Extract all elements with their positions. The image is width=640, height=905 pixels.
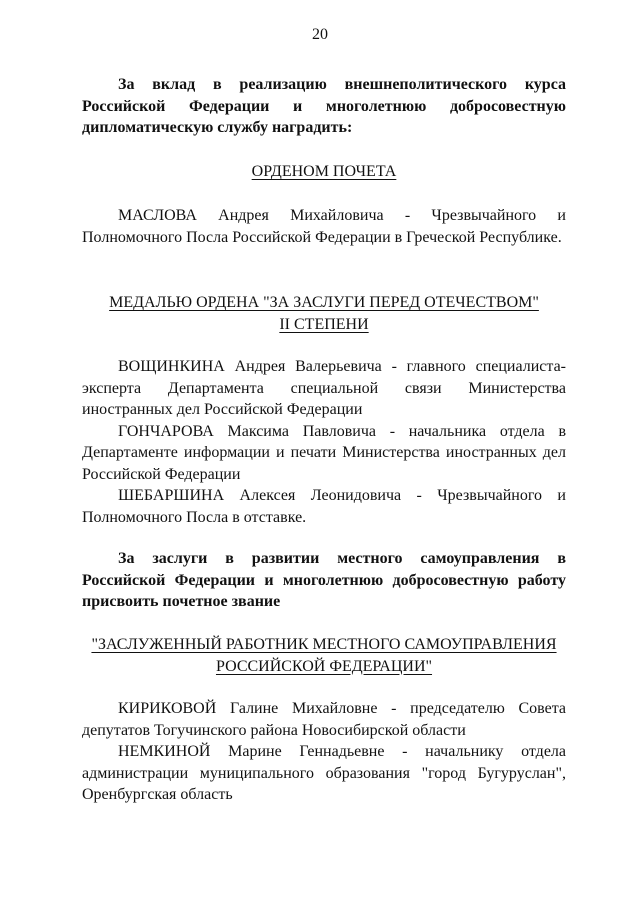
award-entry-maslov: МАСЛОВА Андрея Михайловича - Чрезвычайного и Полномочного Посла Российской Федерации в Греческой Республике. [82,207,566,246]
honorary-entry-nemkina: НЕМКИНОЙ Марине Геннадьевне - начальнику отдела администрации муниципального образования "город Бугуруслан", Оренбургская область [82,743,566,803]
award-entry-shebarshin: ШЕБАРШИНА Алексея Леонидовича - Чрезвычайного и Полномочного Посла в отставке. [82,487,566,526]
award-entry-goncharov: ГОНЧАРОВА Максима Павловича - начальника отдела в Департаменте информации и печати Министерства иностранных дел Российской Федерации [82,422,566,483]
page-number: 20 [312,26,328,43]
award-entry-voshchinkin: ВОЩИНКИНА Андрея Валерьевича - главного специалиста-эксперта Департамента специальной связи Министерства иностранных дел Российской Федерации [82,358,566,418]
section2-intro: За заслуги в развитии местного самоуправления в Российской Федерации и многолетнюю добросовестную работу присвоить почетное звание [82,550,566,610]
award-title-medal [82,292,566,335]
award-title-line2: II СТЕПЕНИ [279,315,369,333]
honorary-title-line1: "ЗАСЛУЖЕННЫЙ РАБОТНИК МЕСТНОГО САМОУПРАВЛЕНИЯ [91,636,557,653]
award-title-text: ОРДЕНОМ ПОЧЕТА [251,163,397,180]
award-entries-medal [82,356,566,528]
honorary-entries [82,698,566,806]
honorary-entry-kirikova: КИРИКОВОЙ Галине Михайловне - председателю Совета депутатов Тогучинского района Новосибирской области [82,700,566,739]
award-title-order-of-honour [82,161,566,183]
honorary-title [78,634,570,677]
honorary-title-line2: РОССИЙСКОЙ ФЕДЕРАЦИИ" [215,657,433,675]
award-title-line1: МЕДАЛЬЮ ОРДЕНА "ЗА ЗАСЛУГИ ПЕРЕД ОТЕЧЕСТВОМ" [109,294,539,311]
section1-intro: За вклад в реализацию внешнеполитического курса Российской Федерации и многолетнюю добросовестную дипломатическую службу наградить: [82,76,566,136]
